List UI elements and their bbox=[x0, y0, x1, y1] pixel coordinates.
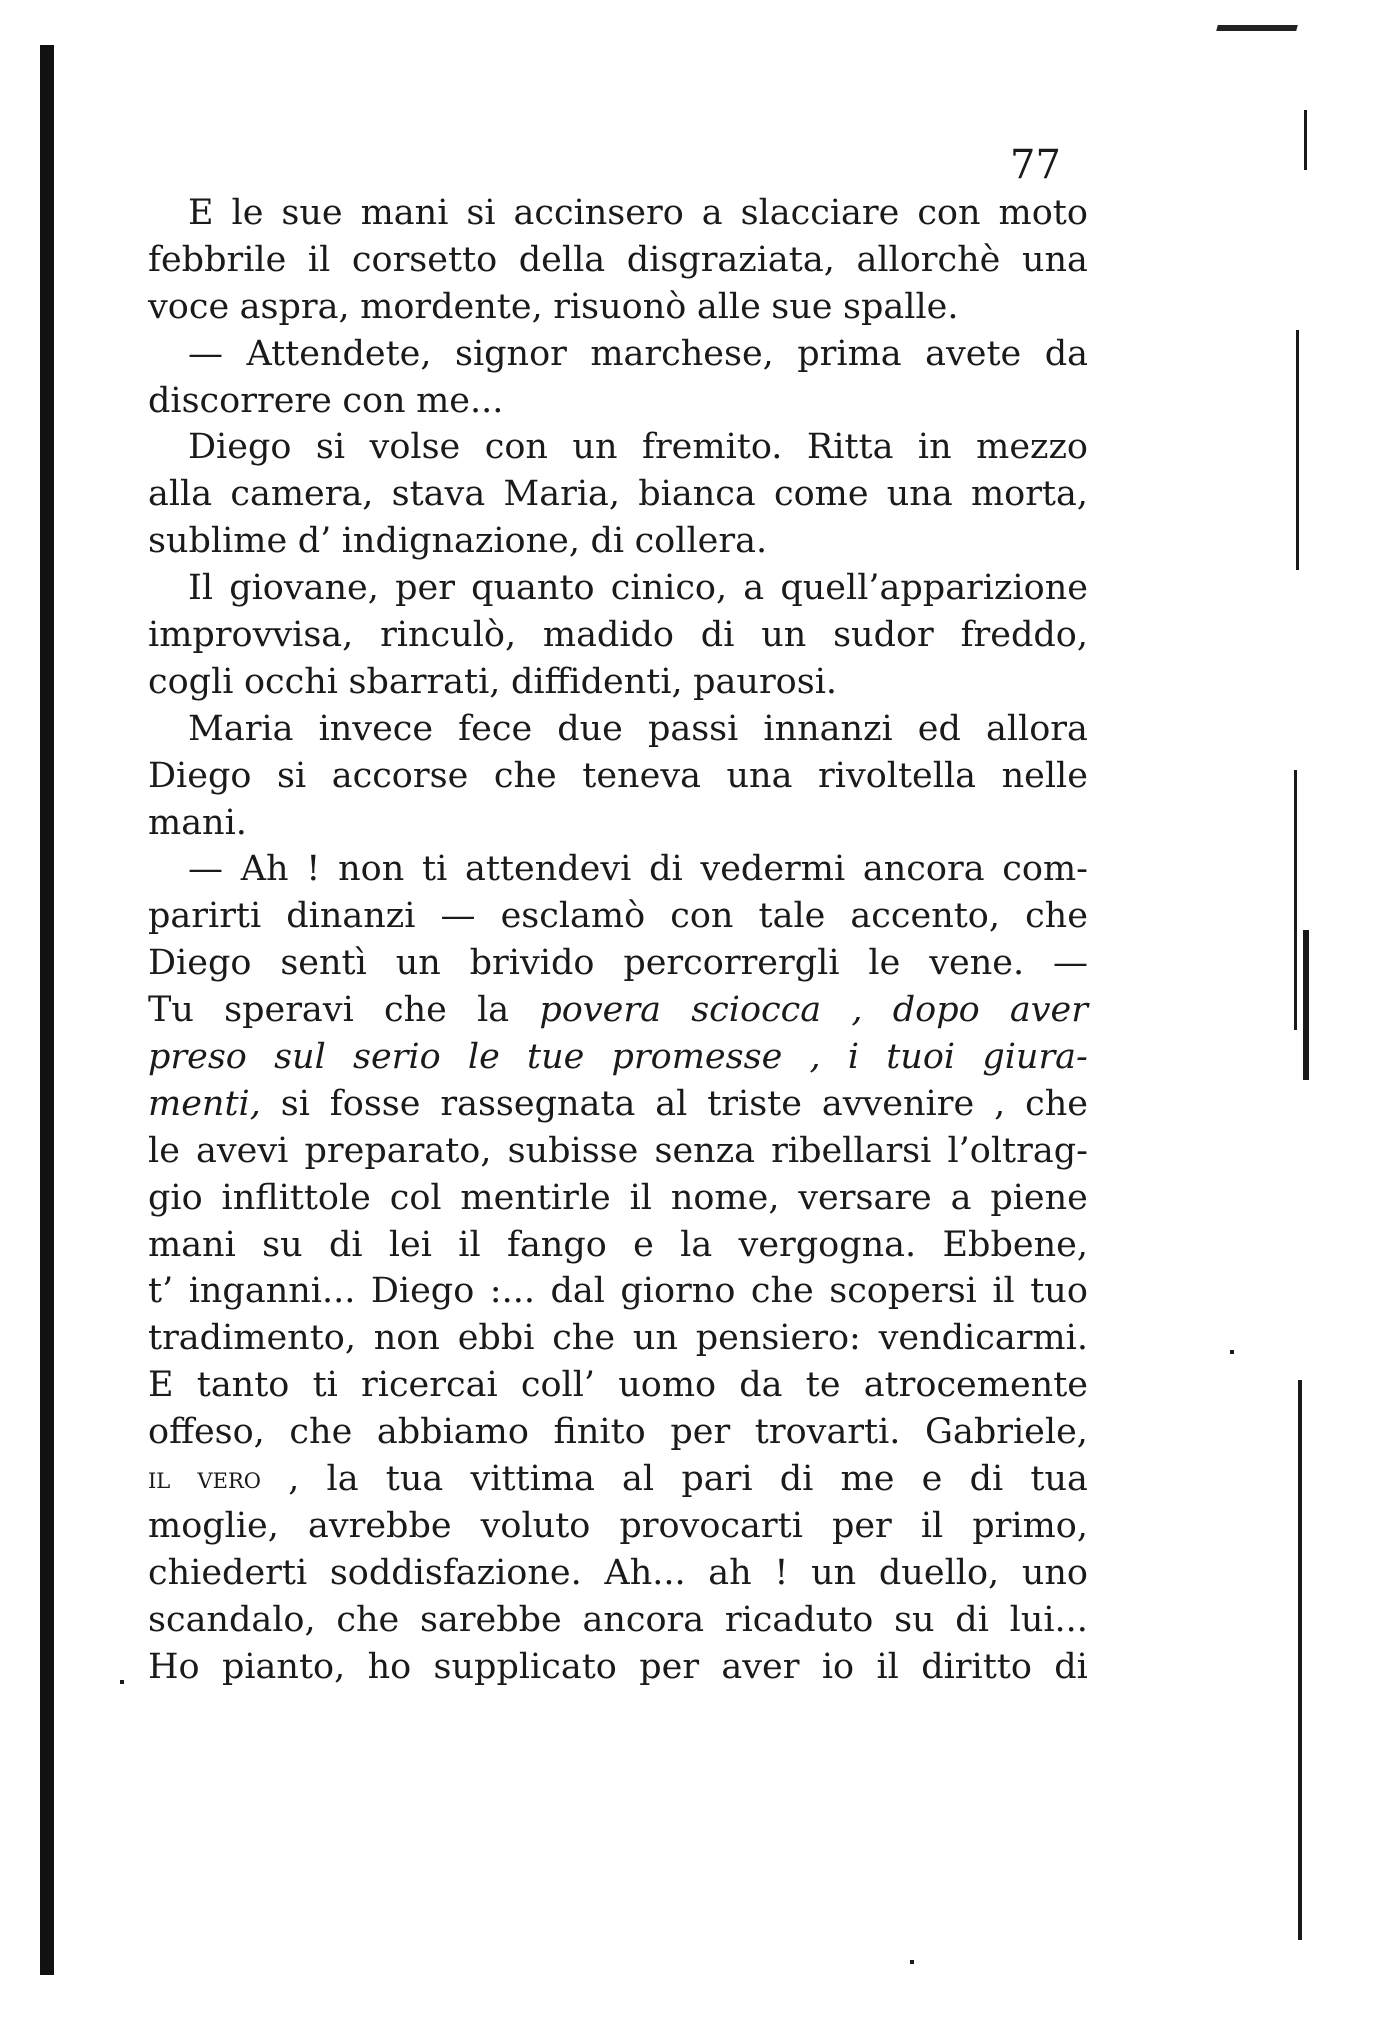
word: una bbox=[886, 474, 953, 515]
word: con bbox=[342, 380, 406, 421]
word: scandalo, bbox=[148, 1599, 316, 1640]
word: pensiero: bbox=[695, 1318, 861, 1359]
text-line bbox=[148, 1128, 1088, 1175]
word: di bbox=[779, 1459, 814, 1500]
word: sublime bbox=[148, 521, 288, 562]
word: mani. bbox=[148, 802, 247, 843]
word: E bbox=[188, 193, 214, 233]
word: moglie, bbox=[148, 1505, 279, 1546]
word: che bbox=[336, 1599, 400, 1640]
word: ancora bbox=[582, 1599, 705, 1640]
text-line bbox=[148, 1268, 1088, 1315]
word: uno bbox=[1021, 1552, 1088, 1593]
word: ed bbox=[917, 708, 961, 749]
word: vene. bbox=[929, 943, 1025, 984]
word: voce bbox=[148, 286, 230, 327]
word: al bbox=[622, 1459, 655, 1500]
word: improvvisa, bbox=[148, 615, 354, 656]
word: per bbox=[831, 1505, 892, 1546]
word: aver bbox=[721, 1646, 800, 1687]
word: da bbox=[1044, 333, 1088, 374]
word: inflittole bbox=[221, 1177, 371, 1218]
word: col bbox=[389, 1177, 442, 1218]
word: tale bbox=[758, 896, 826, 937]
word: uomo bbox=[618, 1365, 717, 1406]
scan-speck bbox=[1296, 330, 1299, 570]
word: Diego bbox=[148, 755, 252, 796]
word: fremito. bbox=[641, 427, 783, 468]
text-line bbox=[148, 659, 1088, 706]
word: — bbox=[188, 333, 223, 374]
word: Ah bbox=[240, 849, 289, 890]
word: l’oltrag- bbox=[947, 1130, 1088, 1171]
word: atrocemente bbox=[863, 1365, 1088, 1406]
word: risuonò bbox=[553, 286, 687, 327]
word: corsetto bbox=[351, 239, 498, 280]
word: allorchè bbox=[856, 239, 1001, 280]
word: che bbox=[750, 1271, 814, 1312]
word: in bbox=[917, 427, 952, 468]
word: con bbox=[484, 427, 548, 468]
word: io bbox=[821, 1646, 855, 1687]
word: promesse bbox=[611, 1037, 783, 1078]
word: il bbox=[307, 239, 331, 280]
text-line bbox=[148, 1034, 1088, 1081]
word: Gabriele, bbox=[925, 1412, 1088, 1453]
text-line bbox=[148, 1597, 1088, 1644]
scan-speck bbox=[1230, 1350, 1234, 1354]
word: di bbox=[328, 1224, 363, 1265]
word: spalle. bbox=[843, 286, 959, 327]
word: il bbox=[876, 1646, 899, 1687]
word: che bbox=[1025, 896, 1088, 937]
scan-speck bbox=[120, 1680, 124, 1684]
text-line bbox=[148, 800, 1088, 847]
word: e bbox=[921, 1459, 943, 1500]
word: inganni... bbox=[188, 1271, 356, 1312]
word: Ebbene, bbox=[942, 1224, 1088, 1265]
word: vergogna. bbox=[738, 1224, 917, 1265]
scan-speck bbox=[1298, 1380, 1302, 1940]
word: un bbox=[572, 427, 618, 468]
word: febbrile bbox=[148, 239, 287, 280]
word: Maria bbox=[188, 708, 294, 749]
word: rivoltella bbox=[818, 755, 977, 796]
word: E bbox=[148, 1365, 174, 1406]
word: slacciare bbox=[740, 193, 900, 233]
word: tuo bbox=[1030, 1271, 1088, 1312]
word: da bbox=[739, 1365, 783, 1406]
word: primo, bbox=[972, 1505, 1088, 1546]
word: — bbox=[188, 849, 223, 890]
word: finito bbox=[553, 1412, 646, 1453]
word: di bbox=[1054, 1646, 1088, 1687]
word: mezzo bbox=[976, 427, 1088, 468]
word: lei bbox=[388, 1224, 432, 1265]
word: dal bbox=[550, 1271, 605, 1312]
word: giura- bbox=[982, 1037, 1088, 1078]
word: a bbox=[743, 568, 765, 609]
word: vedermi bbox=[700, 849, 846, 890]
word: , bbox=[994, 1083, 1006, 1124]
word: il bbox=[148, 1461, 171, 1497]
word: , bbox=[288, 1459, 300, 1500]
word: — bbox=[440, 896, 476, 937]
word: — bbox=[1052, 943, 1088, 984]
word: triste bbox=[707, 1083, 802, 1124]
word: tua bbox=[1030, 1459, 1088, 1500]
word: al bbox=[655, 1083, 688, 1124]
word: mani bbox=[360, 193, 449, 233]
word: a bbox=[950, 1177, 972, 1218]
word: si bbox=[466, 193, 496, 233]
word: ti bbox=[422, 849, 448, 890]
word: un bbox=[811, 1552, 857, 1593]
word: ! bbox=[306, 849, 321, 890]
word: con bbox=[670, 896, 734, 937]
word: lui... bbox=[1009, 1599, 1088, 1640]
word: madido bbox=[542, 615, 675, 656]
text-line bbox=[148, 987, 1088, 1034]
word: stava bbox=[391, 474, 486, 515]
word: le bbox=[868, 943, 901, 984]
text-line bbox=[148, 1222, 1088, 1269]
word: a bbox=[701, 193, 723, 233]
word: le bbox=[148, 1130, 180, 1171]
word: Il bbox=[188, 568, 214, 609]
word: versare bbox=[798, 1177, 932, 1218]
word: pianto, bbox=[221, 1646, 346, 1687]
word: fosse bbox=[329, 1083, 421, 1124]
word: sbarrati, bbox=[348, 661, 501, 702]
word: trovarti. bbox=[754, 1412, 901, 1453]
word: le bbox=[231, 193, 264, 233]
word: e bbox=[633, 1224, 654, 1265]
word: ancora bbox=[862, 849, 985, 890]
word: di bbox=[955, 1599, 989, 1640]
word: due bbox=[557, 708, 623, 749]
word: sciocca bbox=[691, 990, 822, 1031]
text-line bbox=[148, 1081, 1088, 1128]
word: tuoi bbox=[886, 1037, 956, 1078]
word: nome, bbox=[670, 1177, 780, 1218]
text-line bbox=[148, 1175, 1088, 1222]
word: esclamò bbox=[500, 896, 646, 937]
text-line bbox=[148, 1456, 1088, 1503]
word: quanto bbox=[471, 568, 595, 609]
word: scopersi bbox=[829, 1271, 977, 1312]
word: :... bbox=[489, 1271, 535, 1312]
word: sue bbox=[771, 286, 833, 327]
word: Ritta bbox=[806, 427, 894, 468]
word: aver bbox=[1009, 990, 1088, 1031]
word: i bbox=[847, 1037, 860, 1078]
word: vittima bbox=[470, 1459, 595, 1500]
word: subisse bbox=[507, 1130, 639, 1171]
word: il bbox=[629, 1177, 652, 1218]
word: mentirle bbox=[460, 1177, 611, 1218]
word: tradimento, bbox=[148, 1318, 356, 1359]
word: , bbox=[851, 990, 863, 1031]
scan-speck bbox=[1294, 770, 1297, 1030]
word: ricaduto bbox=[724, 1599, 874, 1640]
word: di bbox=[590, 521, 625, 562]
word: te bbox=[805, 1365, 841, 1406]
word: discorrere bbox=[148, 380, 332, 421]
scan-speck bbox=[1304, 110, 1307, 170]
word: diffidenti, bbox=[510, 661, 683, 702]
word: pari bbox=[681, 1459, 753, 1500]
word: tua bbox=[385, 1459, 444, 1500]
word: ! bbox=[774, 1552, 789, 1593]
word: un bbox=[632, 1318, 678, 1359]
word: com- bbox=[1002, 849, 1088, 890]
scan-artifact-mark bbox=[1216, 25, 1298, 31]
word: che bbox=[1025, 1083, 1088, 1124]
word: preparato, bbox=[304, 1130, 492, 1171]
text-line bbox=[148, 1362, 1088, 1409]
word: passi bbox=[647, 708, 739, 749]
word: Maria, bbox=[503, 474, 621, 515]
word: Diego bbox=[188, 427, 292, 468]
word: sudor bbox=[833, 615, 934, 656]
text-line bbox=[148, 706, 1088, 753]
word: rassegnata bbox=[440, 1083, 636, 1124]
word: per bbox=[670, 1412, 731, 1453]
word: un bbox=[761, 615, 807, 656]
word: coll’ bbox=[520, 1365, 596, 1406]
word: me bbox=[840, 1459, 895, 1500]
text-line bbox=[148, 518, 1088, 565]
body-text bbox=[148, 190, 1088, 1691]
word: indignazione, bbox=[341, 521, 580, 562]
page-number: 77 bbox=[1010, 142, 1061, 188]
word: avvenire bbox=[821, 1083, 975, 1124]
word: teneva bbox=[582, 755, 701, 796]
text-line bbox=[148, 846, 1088, 893]
text-line bbox=[148, 1644, 1088, 1691]
word: occhi bbox=[243, 661, 338, 702]
scan-binding-edge bbox=[40, 45, 54, 1975]
word: la bbox=[680, 1224, 713, 1265]
word: parirti bbox=[148, 896, 262, 937]
word: il bbox=[458, 1224, 481, 1265]
word: non bbox=[338, 849, 405, 890]
word: vendicarmi. bbox=[878, 1318, 1088, 1359]
word: un bbox=[395, 943, 441, 984]
word: Ah... bbox=[604, 1552, 686, 1593]
word: percorrergli bbox=[623, 943, 840, 984]
text-line bbox=[148, 893, 1088, 940]
word: alle bbox=[696, 286, 761, 327]
word: per bbox=[395, 568, 455, 609]
word: ti bbox=[312, 1365, 338, 1406]
word: offeso, bbox=[148, 1412, 265, 1453]
word: aspra, bbox=[239, 286, 350, 327]
word: menti, bbox=[148, 1083, 261, 1124]
word: si bbox=[277, 755, 307, 796]
word: supplicato bbox=[433, 1646, 617, 1687]
word: Diego bbox=[148, 943, 252, 984]
word: accorse bbox=[331, 755, 469, 796]
word: marchese, bbox=[590, 333, 774, 374]
word: mordente, bbox=[360, 286, 543, 327]
scan-speck bbox=[1303, 930, 1309, 1080]
word: che bbox=[493, 755, 557, 796]
word: dopo bbox=[892, 990, 980, 1031]
word: fece bbox=[458, 708, 533, 749]
word: fango bbox=[506, 1224, 607, 1265]
word: volse bbox=[369, 427, 461, 468]
word: freddo, bbox=[960, 615, 1088, 656]
word: giorno bbox=[620, 1271, 736, 1312]
text-line bbox=[148, 378, 1088, 425]
word: avevi bbox=[196, 1130, 289, 1171]
word: su bbox=[894, 1599, 935, 1640]
word: il bbox=[920, 1505, 944, 1546]
text-line bbox=[148, 331, 1088, 378]
word: di bbox=[649, 849, 683, 890]
word: con bbox=[917, 193, 981, 233]
word: sarebbe bbox=[419, 1599, 562, 1640]
text-line bbox=[148, 424, 1088, 471]
word: collera. bbox=[634, 521, 768, 562]
text-line bbox=[148, 612, 1088, 659]
text-line bbox=[148, 284, 1088, 331]
word: accinsero bbox=[513, 193, 684, 233]
word: piene bbox=[990, 1177, 1088, 1218]
word: disgraziata, bbox=[626, 239, 835, 280]
text-line bbox=[148, 565, 1088, 612]
word: Attendete, bbox=[246, 333, 432, 374]
word: mani bbox=[148, 1224, 236, 1265]
word: me... bbox=[416, 380, 504, 421]
word: avete bbox=[925, 333, 1022, 374]
word: attendevi bbox=[465, 849, 632, 890]
word: che bbox=[384, 990, 447, 1031]
word: di bbox=[700, 615, 735, 656]
word: si bbox=[315, 427, 346, 468]
word: della bbox=[518, 239, 606, 280]
word: innanzi bbox=[763, 708, 893, 749]
word: alla bbox=[148, 474, 213, 515]
word: , bbox=[809, 1037, 821, 1078]
text-line bbox=[148, 471, 1088, 518]
word: una bbox=[1021, 239, 1088, 280]
word: sentì bbox=[280, 943, 367, 984]
word: t’ bbox=[148, 1271, 174, 1312]
word: Ho bbox=[148, 1646, 200, 1687]
word: che bbox=[552, 1318, 616, 1359]
word: su bbox=[262, 1224, 303, 1265]
word: diritto bbox=[921, 1646, 1032, 1687]
word: la bbox=[477, 990, 510, 1031]
word: cinico, bbox=[610, 568, 728, 609]
text-line bbox=[148, 1409, 1088, 1456]
word: si bbox=[280, 1083, 310, 1124]
word: duello, bbox=[878, 1552, 1000, 1593]
word: ah bbox=[708, 1552, 752, 1593]
word: brivido bbox=[469, 943, 595, 984]
word: nelle bbox=[1001, 755, 1088, 796]
word: voluto bbox=[480, 1505, 591, 1546]
word: serio bbox=[353, 1037, 441, 1078]
word: tanto bbox=[196, 1365, 290, 1406]
word: gio bbox=[148, 1177, 203, 1218]
word: il bbox=[992, 1271, 1015, 1312]
word: come bbox=[773, 474, 869, 515]
text-line bbox=[148, 190, 1088, 237]
word: che bbox=[289, 1412, 353, 1453]
word: ho bbox=[367, 1646, 412, 1687]
word: chiederti bbox=[148, 1552, 308, 1593]
word: soddisfazione. bbox=[329, 1552, 582, 1593]
word: ribellarsi bbox=[771, 1130, 932, 1171]
text-line bbox=[148, 753, 1088, 800]
word: camera, bbox=[230, 474, 374, 515]
word: provocarti bbox=[619, 1505, 803, 1546]
text-line bbox=[148, 1315, 1088, 1362]
word: abbiamo bbox=[376, 1412, 529, 1453]
word: signor bbox=[454, 333, 567, 374]
word: moto bbox=[998, 193, 1088, 233]
word: Diego bbox=[370, 1271, 475, 1312]
word: ebbi bbox=[457, 1318, 535, 1359]
word: bianca bbox=[638, 474, 756, 515]
text-line bbox=[148, 1550, 1088, 1597]
scan-speck bbox=[910, 1960, 914, 1964]
word: prima bbox=[797, 333, 902, 374]
word: le bbox=[467, 1037, 500, 1078]
word: rinculò, bbox=[380, 615, 517, 656]
word: invece bbox=[318, 708, 434, 749]
word: dinanzi bbox=[286, 896, 416, 937]
word: cogli bbox=[148, 661, 234, 702]
text-line bbox=[148, 940, 1088, 987]
word: sul bbox=[274, 1037, 326, 1078]
text-line bbox=[148, 237, 1088, 284]
word: d’ bbox=[297, 521, 332, 562]
word: senza bbox=[654, 1130, 756, 1171]
word: povera bbox=[539, 990, 661, 1031]
word: quell’apparizione bbox=[780, 568, 1088, 609]
word: di bbox=[969, 1459, 1004, 1500]
word: giovane, bbox=[229, 568, 379, 609]
word: accento, bbox=[850, 896, 1001, 937]
word: una bbox=[726, 755, 793, 796]
word: preso bbox=[148, 1037, 247, 1078]
word: vero bbox=[197, 1461, 261, 1497]
text-line bbox=[148, 1503, 1088, 1550]
word: ricercai bbox=[361, 1365, 498, 1406]
word: non bbox=[373, 1318, 440, 1359]
word: la bbox=[326, 1459, 359, 1500]
word: Tu bbox=[148, 990, 194, 1031]
word: sue bbox=[281, 193, 343, 233]
word: allora bbox=[985, 708, 1088, 749]
word: per bbox=[639, 1646, 700, 1687]
word: avrebbe bbox=[307, 1505, 452, 1546]
word: morta, bbox=[970, 474, 1088, 515]
word: paurosi. bbox=[693, 661, 838, 702]
word: speravi bbox=[224, 990, 354, 1031]
word: tue bbox=[527, 1037, 585, 1078]
